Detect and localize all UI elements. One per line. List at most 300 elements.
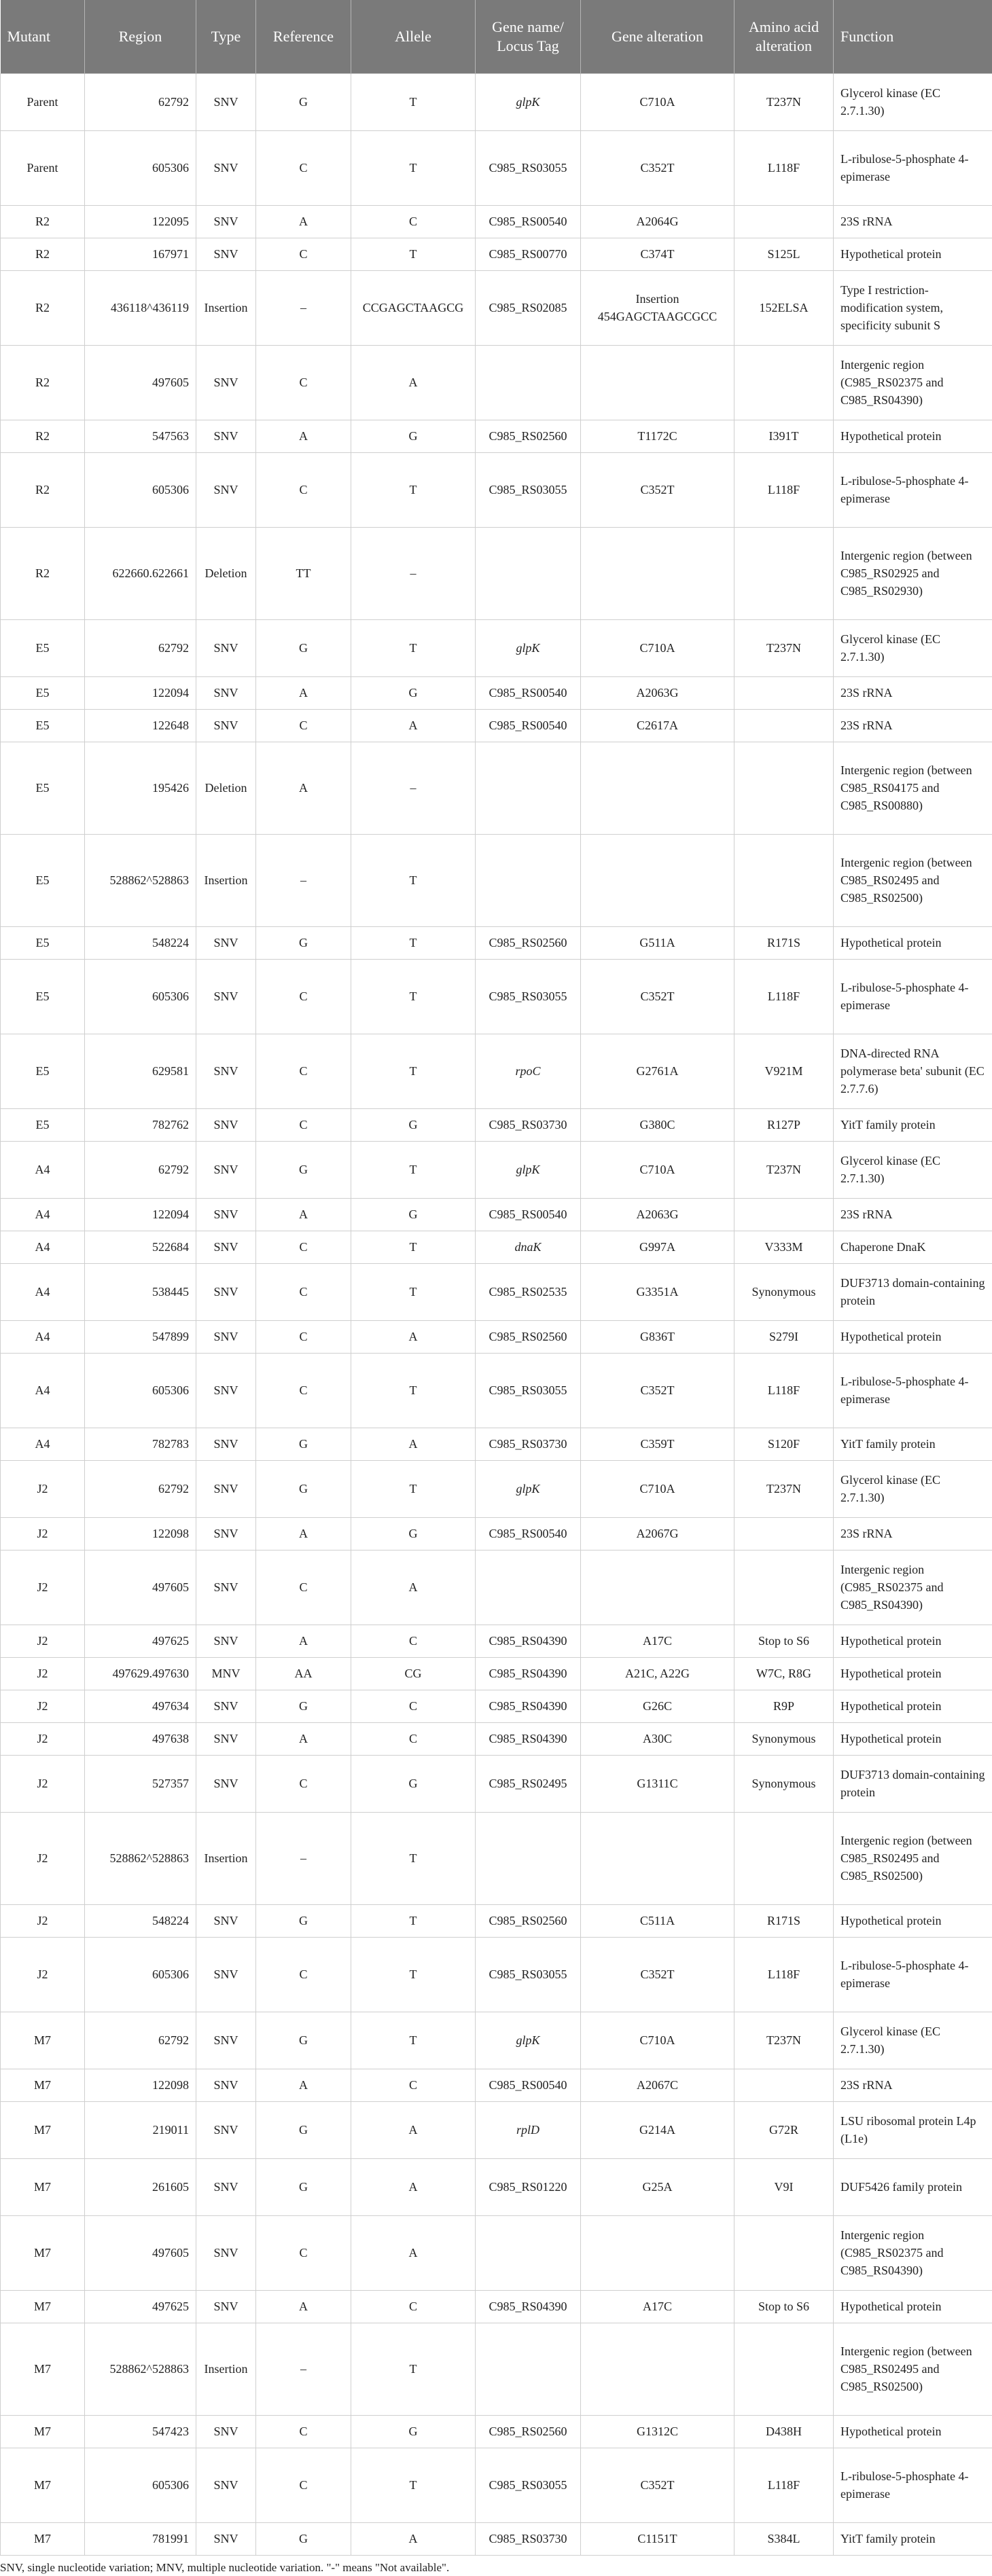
cell-gene-alteration [581,527,734,619]
cell-region: 62792 [85,619,196,676]
cell-mutant: M7 [1,2522,85,2555]
table-row [1,1625,992,1657]
table-row [1,2415,992,2448]
header-function: Function [834,0,992,73]
cell-reference: – [256,1812,351,1904]
cell-function: YitT family protein [834,2522,992,2555]
cell-function: Glycerol kinase (EC 2.7.1.30) [834,1141,992,1198]
cell-type: SNV [196,452,256,527]
cell-function: Hypothetical protein [834,420,992,452]
cell-gene: C985_RS00540 [476,205,581,238]
cell-mutant: E5 [1,709,85,742]
cell-gene: C985_RS00540 [476,709,581,742]
cell-allele: C [351,205,476,238]
table-row [1,2012,992,2069]
cell-gene: C985_RS00540 [476,2069,581,2101]
cell-gene-alteration: A30C [581,1722,734,1755]
cell-mutant: J2 [1,1550,85,1625]
cell-allele: T [351,1263,476,1320]
cell-amino-acid-alteration: S120F [734,1428,834,1460]
table-row [1,238,992,270]
table-row [1,1517,992,1550]
cell-function: Hypothetical protein [834,1625,992,1657]
cell-gene: C985_RS00540 [476,676,581,709]
cell-allele: C [351,1625,476,1657]
table-row [1,619,992,676]
cell-type: SNV [196,1428,256,1460]
cell-amino-acid-alteration: L118F [734,959,834,1034]
table-row [1,1231,992,1263]
cell-region: 219011 [85,2101,196,2158]
cell-gene-alteration: G836T [581,1320,734,1353]
cell-gene-alteration: A2063G [581,1198,734,1231]
cell-function: Hypothetical protein [834,1320,992,1353]
cell-type: SNV [196,619,256,676]
table-row [1,1428,992,1460]
cell-gene: C985_RS00540 [476,1517,581,1550]
cell-mutant: R2 [1,238,85,270]
cell-reference: C [256,238,351,270]
cell-function: DUF3713 domain-containing protein [834,1263,992,1320]
cell-type: SNV [196,1108,256,1141]
cell-gene-alteration: C710A [581,1141,734,1198]
cell-type: SNV [196,959,256,1034]
table-row [1,73,992,130]
cell-allele: – [351,742,476,834]
cell-reference: G [256,1904,351,1937]
cell-region: 497605 [85,345,196,420]
cell-mutant: A4 [1,1353,85,1428]
cell-type: SNV [196,1755,256,1812]
cell-mutant: M7 [1,2101,85,2158]
cell-allele: A [351,345,476,420]
cell-function: L-ribulose-5-phosphate 4-epimerase [834,1937,992,2012]
cell-reference: C [256,130,351,205]
cell-gene [476,1550,581,1625]
cell-amino-acid-alteration: Synonymous [734,1722,834,1755]
cell-reference: C [256,1263,351,1320]
cell-region: 547563 [85,420,196,452]
cell-gene [476,527,581,619]
cell-gene: C985_RS04390 [476,2290,581,2323]
cell-gene: C985_RS03730 [476,1428,581,1460]
cell-amino-acid-alteration [734,1198,834,1231]
cell-amino-acid-alteration [734,345,834,420]
table-row [1,959,992,1034]
cell-mutant: J2 [1,1625,85,1657]
cell-mutant: R2 [1,452,85,527]
cell-allele: A [351,1320,476,1353]
cell-type: SNV [196,1517,256,1550]
cell-function: Hypothetical protein [834,926,992,959]
cell-function: Hypothetical protein [834,1722,992,1755]
cell-gene [476,2323,581,2415]
cell-function: Hypothetical protein [834,1657,992,1690]
cell-gene-alteration: C359T [581,1428,734,1460]
cell-amino-acid-alteration: Stop to S6 [734,1625,834,1657]
cell-allele: T [351,959,476,1034]
cell-reference: AA [256,1657,351,1690]
cell-gene-alteration: C352T [581,130,734,205]
cell-function: L-ribulose-5-phosphate 4-epimerase [834,130,992,205]
cell-allele: T [351,834,476,926]
cell-type: SNV [196,2012,256,2069]
cell-type: Insertion [196,1812,256,1904]
cell-function: DUF5426 family protein [834,2158,992,2215]
cell-mutant: M7 [1,2069,85,2101]
cell-region: 547423 [85,2415,196,2448]
table-row [1,1755,992,1812]
cell-mutant: A4 [1,1263,85,1320]
cell-gene [476,742,581,834]
cell-region: 122098 [85,2069,196,2101]
cell-amino-acid-alteration: Stop to S6 [734,2290,834,2323]
cell-allele: T [351,1812,476,1904]
cell-region: 527357 [85,1755,196,1812]
cell-reference: G [256,1428,351,1460]
cell-region: 261605 [85,2158,196,2215]
cell-amino-acid-alteration: L118F [734,452,834,527]
cell-region: 547899 [85,1320,196,1353]
table-row [1,1690,992,1722]
cell-reference: C [256,1937,351,2012]
cell-amino-acid-alteration: L118F [734,1937,834,2012]
cell-region: 62792 [85,1141,196,1198]
cell-amino-acid-alteration: D438H [734,2415,834,2448]
cell-function: Glycerol kinase (EC 2.7.1.30) [834,2012,992,2069]
cell-region: 122094 [85,1198,196,1231]
cell-amino-acid-alteration: G72R [734,2101,834,2158]
cell-gene-alteration: C352T [581,1937,734,2012]
cell-region: 605306 [85,1353,196,1428]
cell-function: Glycerol kinase (EC 2.7.1.30) [834,619,992,676]
cell-amino-acid-alteration: 152ELSA [734,270,834,345]
cell-gene [476,345,581,420]
table-row [1,2101,992,2158]
cell-gene: C985_RS01220 [476,2158,581,2215]
cell-type: SNV [196,1550,256,1625]
cell-reference: G [256,2158,351,2215]
cell-reference: C [256,2215,351,2290]
cell-region: 122095 [85,205,196,238]
cell-allele: G [351,420,476,452]
cell-type: SNV [196,2290,256,2323]
cell-gene: glpK [476,619,581,676]
cell-mutant: R2 [1,345,85,420]
cell-function: Intergenic region (C985_RS02375 and C985_RS04390) [834,1550,992,1625]
cell-mutant: M7 [1,2158,85,2215]
cell-allele: A [351,2522,476,2555]
table-row [1,2158,992,2215]
cell-mutant: M7 [1,2290,85,2323]
cell-type: SNV [196,2101,256,2158]
table-row [1,270,992,345]
cell-mutant: E5 [1,619,85,676]
cell-mutant: M7 [1,2448,85,2522]
cell-reference: – [256,2323,351,2415]
cell-region: 122648 [85,709,196,742]
cell-allele: CCGAGCTAAGCG [351,270,476,345]
table-header-row [1,0,992,73]
header-gene-name: Gene name/ Locus Tag [476,0,581,73]
cell-allele: T [351,2012,476,2069]
cell-function: Hypothetical protein [834,2290,992,2323]
cell-function: YitT family protein [834,1108,992,1141]
cell-amino-acid-alteration: T237N [734,619,834,676]
cell-gene [476,1812,581,1904]
cell-type: Insertion [196,270,256,345]
cell-function: Glycerol kinase (EC 2.7.1.30) [834,73,992,130]
cell-reference: – [256,270,351,345]
cell-amino-acid-alteration: S384L [734,2522,834,2555]
cell-gene-alteration: T1172C [581,420,734,452]
cell-mutant: M7 [1,2012,85,2069]
cell-allele: T [351,1231,476,1263]
cell-gene: C985_RS04390 [476,1722,581,1755]
cell-type: SNV [196,345,256,420]
cell-function: Chaperone DnaK [834,1231,992,1263]
cell-gene [476,2215,581,2290]
table-row [1,742,992,834]
cell-mutant: J2 [1,1690,85,1722]
cell-region: 605306 [85,1937,196,2012]
cell-mutant: E5 [1,834,85,926]
cell-amino-acid-alteration: V333M [734,1231,834,1263]
cell-allele: G [351,676,476,709]
cell-allele: T [351,1141,476,1198]
cell-mutant: E5 [1,1108,85,1141]
cell-type: SNV [196,2069,256,2101]
cell-gene-alteration: A2064G [581,205,734,238]
cell-reference: C [256,1108,351,1141]
cell-allele: T [351,1034,476,1108]
table-row [1,709,992,742]
cell-gene: C985_RS02560 [476,2415,581,2448]
cell-mutant: J2 [1,1937,85,2012]
cell-region: 122098 [85,1517,196,1550]
cell-reference: A [256,1198,351,1231]
cell-amino-acid-alteration: R171S [734,1904,834,1937]
cell-amino-acid-alteration [734,676,834,709]
cell-reference: C [256,1034,351,1108]
cell-amino-acid-alteration: Synonymous [734,1263,834,1320]
cell-amino-acid-alteration [734,2215,834,2290]
cell-gene-alteration [581,345,734,420]
cell-gene: glpK [476,2012,581,2069]
cell-mutant: M7 [1,2215,85,2290]
cell-region: 497625 [85,1625,196,1657]
cell-gene-alteration [581,1550,734,1625]
cell-region: 548224 [85,926,196,959]
cell-allele: T [351,926,476,959]
cell-gene-alteration [581,2215,734,2290]
cell-mutant: R2 [1,205,85,238]
table-row [1,2215,992,2290]
cell-type: SNV [196,2522,256,2555]
cell-type: SNV [196,1690,256,1722]
cell-reference: C [256,2415,351,2448]
cell-gene-alteration: G380C [581,1108,734,1141]
cell-type: SNV [196,2448,256,2522]
cell-function: LSU ribosomal protein L4p (L1e) [834,2101,992,2158]
cell-gene: glpK [476,1141,581,1198]
cell-reference: A [256,742,351,834]
cell-gene-alteration: C374T [581,238,734,270]
cell-allele: T [351,452,476,527]
cell-allele: T [351,2323,476,2415]
cell-gene-alteration: C710A [581,1460,734,1517]
cell-gene-alteration: A2067G [581,1517,734,1550]
cell-reference: G [256,2101,351,2158]
cell-amino-acid-alteration: L118F [734,1353,834,1428]
cell-allele: T [351,73,476,130]
cell-region: 782783 [85,1428,196,1460]
cell-type: Insertion [196,2323,256,2415]
cell-region: 122094 [85,676,196,709]
table-row [1,1141,992,1198]
cell-gene-alteration: G997A [581,1231,734,1263]
cell-region: 497638 [85,1722,196,1755]
cell-allele: A [351,2215,476,2290]
cell-allele: CG [351,1657,476,1690]
table-row [1,1460,992,1517]
cell-type: SNV [196,73,256,130]
table-row [1,1937,992,2012]
cell-gene-alteration: C710A [581,619,734,676]
cell-allele: T [351,238,476,270]
cell-gene: C985_RS03055 [476,2448,581,2522]
cell-gene: C985_RS02085 [476,270,581,345]
cell-function: 23S rRNA [834,1198,992,1231]
table-row [1,926,992,959]
cell-type: SNV [196,1198,256,1231]
cell-allele: T [351,130,476,205]
cell-gene: C985_RS02560 [476,420,581,452]
cell-amino-acid-alteration [734,205,834,238]
cell-gene-alteration: Insertion 454GAGCTAAGCGCC [581,270,734,345]
cell-region: 497605 [85,1550,196,1625]
cell-amino-acid-alteration: T237N [734,73,834,130]
cell-type: SNV [196,1722,256,1755]
cell-gene-alteration: C2617A [581,709,734,742]
cell-amino-acid-alteration [734,1550,834,1625]
cell-reference: A [256,1625,351,1657]
cell-function: Hypothetical protein [834,238,992,270]
table-row [1,1657,992,1690]
header-type: Type [196,0,256,73]
cell-allele: A [351,2158,476,2215]
cell-allele: G [351,1198,476,1231]
cell-type: SNV [196,1141,256,1198]
cell-function: 23S rRNA [834,676,992,709]
cell-gene: C985_RS02560 [476,1904,581,1937]
cell-type: SNV [196,205,256,238]
cell-gene-alteration: C1151T [581,2522,734,2555]
cell-amino-acid-alteration [734,834,834,926]
cell-type: SNV [196,1904,256,1937]
cell-amino-acid-alteration: R127P [734,1108,834,1141]
cell-reference: C [256,1231,351,1263]
cell-region: 528862^528863 [85,2323,196,2415]
cell-region: 605306 [85,2448,196,2522]
cell-allele: C [351,1722,476,1755]
cell-allele: A [351,1550,476,1625]
cell-amino-acid-alteration: S279I [734,1320,834,1353]
cell-gene-alteration: C352T [581,2448,734,2522]
cell-gene-alteration: G1311C [581,1755,734,1812]
cell-region: 622660.622661 [85,527,196,619]
cell-function: Hypothetical protein [834,2415,992,2448]
cell-mutant: J2 [1,1460,85,1517]
cell-reference: A [256,420,351,452]
cell-function: DUF3713 domain-containing protein [834,1755,992,1812]
cell-type: SNV [196,709,256,742]
cell-gene-alteration: G2761A [581,1034,734,1108]
cell-region: 436118^436119 [85,270,196,345]
cell-mutant: E5 [1,742,85,834]
cell-amino-acid-alteration: V921M [734,1034,834,1108]
cell-function: Type I restriction-modification system, specificity subunit S [834,270,992,345]
cell-gene-alteration [581,742,734,834]
cell-function: L-ribulose-5-phosphate 4-epimerase [834,2448,992,2522]
cell-function: DNA-directed RNA polymerase beta' subunit (EC 2.7.7.6) [834,1034,992,1108]
cell-allele: T [351,1353,476,1428]
cell-allele: T [351,1904,476,1937]
table-row [1,1263,992,1320]
cell-gene: glpK [476,73,581,130]
cell-function: L-ribulose-5-phosphate 4-epimerase [834,1353,992,1428]
table-row [1,345,992,420]
cell-amino-acid-alteration: L118F [734,2448,834,2522]
cell-gene-alteration: A2063G [581,676,734,709]
cell-function: Glycerol kinase (EC 2.7.1.30) [834,1460,992,1517]
cell-mutant: M7 [1,2323,85,2415]
table-row [1,452,992,527]
cell-mutant: E5 [1,676,85,709]
cell-type: SNV [196,676,256,709]
cell-amino-acid-alteration [734,527,834,619]
cell-mutant: J2 [1,1812,85,1904]
cell-region: 548224 [85,1904,196,1937]
cell-mutant: A4 [1,1231,85,1263]
cell-reference: C [256,452,351,527]
header-amino-acid-alteration: Amino acid alteration [734,0,834,73]
cell-region: 781991 [85,2522,196,2555]
table-row [1,1034,992,1108]
cell-region: 782762 [85,1108,196,1141]
cell-region: 497634 [85,1690,196,1722]
cell-gene: glpK [476,1460,581,1517]
cell-function: Intergenic region (between C985_RS02495 and C985_RS02500) [834,2323,992,2415]
cell-function: L-ribulose-5-phosphate 4-epimerase [834,959,992,1034]
table-row [1,1198,992,1231]
cell-amino-acid-alteration: T237N [734,2012,834,2069]
table-row [1,676,992,709]
cell-region: 497625 [85,2290,196,2323]
table-row [1,1722,992,1755]
table-row [1,527,992,619]
cell-gene: dnaK [476,1231,581,1263]
cell-allele: – [351,527,476,619]
cell-region: 605306 [85,959,196,1034]
header-region: Region [85,0,196,73]
cell-region: 605306 [85,130,196,205]
cell-gene-alteration [581,834,734,926]
cell-reference: C [256,1755,351,1812]
cell-type: SNV [196,2215,256,2290]
cell-gene: C985_RS04390 [476,1690,581,1722]
cell-function: L-ribulose-5-phosphate 4-epimerase [834,452,992,527]
